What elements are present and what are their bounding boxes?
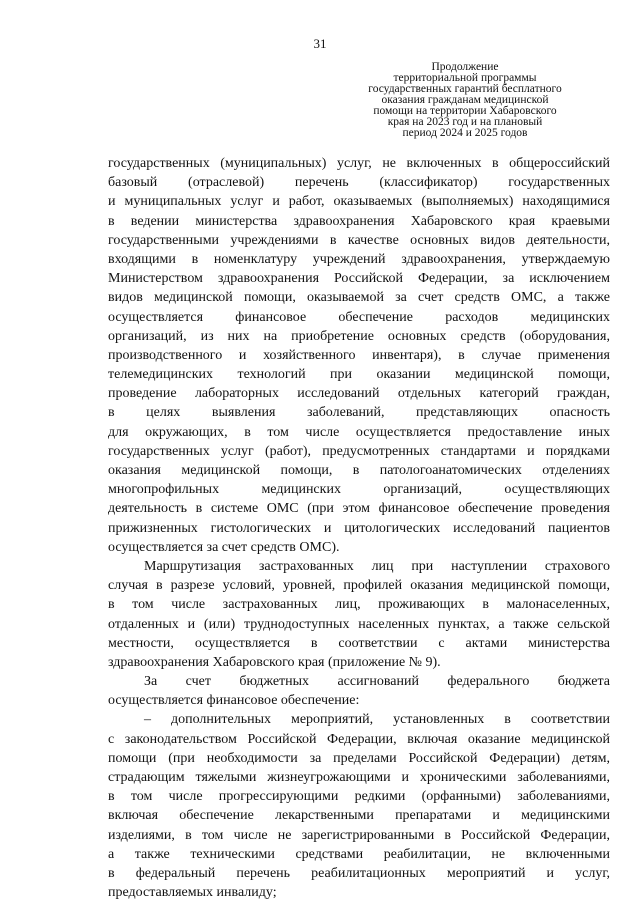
paragraph-line: а также техническими средствами реабилитации, не включенными — [108, 846, 610, 862]
header-note-line: помощи на территории Хабаровского — [373, 105, 557, 117]
paragraph-line: в том числе застрахованных лиц, проживающих в малонаселенных, — [108, 597, 610, 613]
paragraph-line: базовый (отраслевой) перечень (классификатор) государственных — [108, 175, 610, 191]
paragraph-line: для окружающих, в том числе осуществляется предоставление иных — [108, 424, 610, 440]
paragraph-line: и муниципальных услуг и работ, оказываемых (выполняемых) находящимися — [108, 194, 610, 210]
paragraph-line: осуществляется за счет средств ОМС). — [108, 539, 340, 555]
paragraph — [108, 672, 610, 710]
header-note-line: Продолжение — [431, 61, 499, 73]
header-note-line: государственных гарантий бесплатного — [368, 83, 562, 95]
paragraph-line: прижизненных гистологических и цитологических исследований пациентов — [108, 520, 610, 536]
paragraph-line: предоставляемых инвалиду; — [108, 885, 277, 901]
body-text — [108, 154, 610, 902]
paragraph-line: изделиями, в том числе не зарегистрированными в Российской Федерации, — [108, 827, 610, 843]
paragraph-line: государственными учреждениями в качестве основных видов деятельности, — [108, 232, 610, 248]
header-note-line: оказания гражданам медицинской — [381, 94, 549, 106]
paragraph-line: деятельность в системе ОМС (при этом финансовое обеспечение проведения — [108, 501, 610, 517]
paragraph-line: осуществляется финансовое обеспечение: — [108, 693, 360, 709]
paragraph-line: входящими в номенклатуру учреждений здравоохранения, утверждаемую — [108, 251, 610, 267]
paragraph-line: видов медицинской помощи, оказываемой за счет средств ОМС, а также — [108, 290, 610, 306]
paragraph-line: в ведении министерства здравоохранения Хабаровского края краевыми — [108, 213, 610, 229]
header-note-line: территориальной программы — [393, 72, 537, 84]
paragraph-line: осуществляется финансовое обеспечение расходов медицинских — [108, 309, 610, 325]
paragraph — [108, 557, 610, 672]
paragraph-line: включая обеспечение лекарственными препаратами и медицинскими — [108, 808, 610, 824]
header-note-line: период 2024 и 2025 годов — [402, 127, 528, 139]
paragraph — [108, 710, 610, 902]
page-number: 31 — [313, 36, 327, 51]
header-note-line: края на 2023 год и на плановый — [387, 116, 543, 128]
paragraph-line: оказания медицинской помощи, в патологоанатомических отделениях — [108, 463, 610, 478]
paragraph-line: государственных (муниципальных) услуг, не включенных в общероссийский — [108, 156, 610, 171]
header-note — [360, 62, 570, 139]
paragraph-line: случая в разрезе условий, уровней, профилей оказания медицинской помощи, — [108, 578, 610, 594]
paragraph-line: телемедицинских технологий при оказании медицинской помощи, — [108, 367, 610, 383]
paragraph-line: в целях выявления заболеваний, представляющих опасность — [108, 405, 610, 421]
paragraph-line: проведение лабораторных исследований отдельных категорий граждан, — [108, 386, 610, 402]
paragraph-line: местности, осуществляется в соответствии с актами министерства — [108, 635, 610, 651]
paragraph-line: страдающим тяжелыми жизнеугрожающими и хроническими заболеваниями, — [108, 770, 610, 785]
paragraph — [108, 154, 610, 557]
paragraph-line: Маршрутизация застрахованных лиц при наступлении страхового — [144, 558, 610, 574]
paragraph-line: За счет бюджетных ассигнований федерального бюджета — [144, 674, 610, 690]
paragraph-line: помощи (при необходимости за пределами Российской Федерации) детям, — [108, 750, 610, 766]
paragraph-line: производственного и хозяйственного инвентаря), в случае применения — [108, 347, 610, 363]
paragraph-line: в федеральный перечень реабилитационных мероприятий и услуг, — [108, 865, 610, 881]
paragraph-line: в том числе прогрессирующими редкими (орфанными) заболеваниями, — [108, 789, 610, 805]
paragraph-line: государственных услуг (работ), предусмотренных стандартами и порядками — [108, 443, 610, 459]
paragraph-line: организаций, из них на приобретение основных средств (оборудования, — [108, 328, 610, 344]
paragraph-line: многопрофильных медицинских организаций, осуществляющих — [108, 482, 610, 498]
paragraph-line: – дополнительных мероприятий, установленных в соответствии — [144, 712, 610, 728]
paragraph-line: здравоохранения Хабаровского края (приложение № 9). — [108, 654, 441, 670]
paragraph-line: Министерством здравоохранения Российской Федерации, за исключением — [108, 271, 610, 287]
paragraph-line: с законодательством Российской Федерации, включая оказание медицинской — [108, 731, 610, 747]
paragraph-line: отдаленных и (или) труднодоступных населенных пунктах, а также сельской — [108, 616, 610, 632]
